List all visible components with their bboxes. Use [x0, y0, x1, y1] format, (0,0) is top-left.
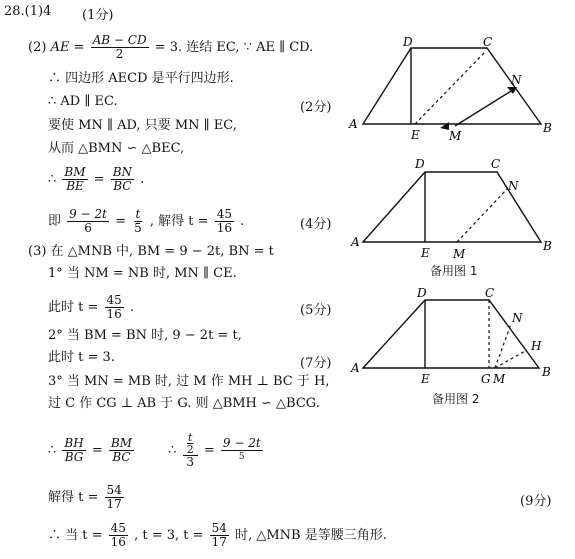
- fig3-label-g: G: [481, 372, 491, 386]
- ji-label: 即: [48, 214, 62, 229]
- ratio-end: .: [140, 172, 145, 187]
- ratio-be: BE: [66, 179, 84, 193]
- fig3-label-n: N: [512, 311, 523, 325]
- fig2-label-b: B: [543, 239, 552, 253]
- fig1-label-e: E: [411, 128, 420, 142]
- dashed-mh: [495, 350, 527, 368]
- r3-dots: ∴: [168, 443, 177, 458]
- figure-backup-1: [345, 154, 565, 266]
- eq1-left-fraction: [67, 208, 109, 235]
- eq1-den: 6: [84, 221, 92, 235]
- r3-prefix: ∴: [48, 443, 57, 458]
- ratio-line: [48, 166, 144, 193]
- fig3-label-a: A: [351, 361, 360, 375]
- ae-eq: AE =: [50, 40, 85, 55]
- part1-answer: [4, 4, 51, 20]
- r3-2: 2: [186, 443, 194, 456]
- solve-line: [48, 484, 126, 511]
- fig2-label-n: N: [508, 179, 519, 193]
- final-d2: 17: [211, 535, 227, 549]
- final-n2: 54: [211, 521, 227, 535]
- eq1-rnum: t: [135, 207, 141, 221]
- fig1-label-b: B: [543, 121, 552, 135]
- fig1-label-m: M: [449, 129, 462, 143]
- ratio-bm: BM: [64, 165, 86, 179]
- ratio-bn-bc: [111, 166, 134, 193]
- score-2: (2分): [300, 100, 332, 115]
- case1-line: 1° 当 NM = NB 时, MN ∥ CE.: [48, 266, 237, 281]
- r3-rden: 5: [238, 452, 245, 462]
- ae-numerator: AB − CD: [92, 33, 147, 47]
- case1-num: 45: [106, 293, 122, 307]
- ae-rest: = 3. 连结 EC, ∵ AE ∥ CD.: [154, 40, 314, 55]
- score-5: (5分): [300, 303, 332, 318]
- r3-eq2: =: [203, 443, 215, 458]
- r3-bm-bc: [109, 437, 134, 464]
- r3-nested-num: [183, 432, 198, 456]
- r3-bh-bg: [62, 437, 85, 464]
- r3-rnum: 9 − 2t: [222, 436, 261, 450]
- fig1-label-d: D: [403, 36, 413, 49]
- r3-t-over-2: [185, 432, 196, 455]
- ratio-bn: BN: [112, 165, 133, 179]
- fig3-label-b: B: [542, 365, 551, 379]
- r3-bc: BC: [112, 450, 131, 464]
- arrow-m-icon: [440, 122, 449, 130]
- fig3-label-c: C: [485, 286, 495, 300]
- eq1-solution-fraction: [215, 208, 234, 235]
- r3-nested-fraction: [183, 432, 198, 469]
- solve-label: 解得 t =: [48, 490, 99, 505]
- case1-then: 此时 t =: [48, 300, 99, 315]
- final-frac2: [210, 522, 229, 549]
- final-n1: 45: [110, 521, 126, 535]
- eq1-sden: 16: [216, 221, 232, 235]
- fig3-label-m: M: [493, 372, 506, 386]
- fig2-label-e: E: [421, 246, 430, 260]
- eq1-num: 9 − 2t: [69, 207, 107, 221]
- dashed-mn-2: [457, 188, 508, 242]
- fig2-label-d: D: [415, 157, 425, 171]
- figure-main: [345, 36, 565, 146]
- final-a: ∴ 当 t =: [48, 528, 103, 543]
- eq1-eq: =: [115, 214, 126, 229]
- caption-backup-1: 备用图 1: [430, 264, 478, 278]
- ad-parallel-ec: ∴ AD ∥ EC.: [48, 94, 118, 109]
- case1-result: [48, 294, 134, 321]
- ae-fraction: [91, 34, 149, 61]
- r3-bg: BG: [64, 450, 84, 464]
- part1-label: 28.(1)4: [4, 4, 52, 19]
- ratio-prefix: ∴: [48, 172, 57, 187]
- score-7: (7分): [300, 356, 332, 371]
- fig1-label-n: N: [511, 73, 522, 87]
- figure-backup-2: [345, 284, 565, 390]
- final-frac1: [109, 522, 128, 549]
- case2-result: 此时 t = 3.: [48, 350, 115, 365]
- score-9: (9分): [520, 494, 552, 509]
- ratio-bm-be: [62, 166, 87, 193]
- final-b: , t = 3, t =: [134, 528, 204, 543]
- similar-line: 从而 △BMN ∽ △BEC,: [48, 141, 185, 156]
- fig2-label-c: C: [491, 157, 501, 171]
- need-line: 要使 MN ∥ AD, 只要 MN ∥ EC,: [48, 118, 237, 133]
- eq1-solve: , 解得 t =: [149, 214, 209, 229]
- r3-t: t: [188, 431, 193, 444]
- eq1-snum: 45: [216, 207, 232, 221]
- eq1-right-fraction: [132, 208, 144, 235]
- solve-num: 54: [106, 483, 122, 497]
- fig3-label-e: E: [421, 372, 430, 386]
- eq1-rden: 5: [134, 221, 142, 235]
- part2-label: (2): [28, 40, 47, 55]
- r3-3: 3: [186, 455, 195, 469]
- case1-den: 16: [106, 307, 122, 321]
- ae-denominator: 2: [115, 47, 124, 61]
- segment-mn: [455, 88, 516, 126]
- solve-den: 17: [106, 497, 122, 511]
- final-line: [48, 522, 387, 549]
- fig1-label-c: C: [483, 36, 493, 49]
- part3-line: (3) 在 △MNB 中, BM = 9 − 2t, BN = t: [28, 244, 274, 259]
- r3-eq: =: [91, 443, 103, 458]
- case3-line: 3° 当 MN = MB 时, 过 M 作 MH ⊥ BC 于 H,: [48, 374, 330, 389]
- case1-end: .: [129, 300, 135, 315]
- final-d1: 16: [110, 535, 126, 549]
- case1-fraction: [105, 294, 124, 321]
- fig3-label-h: H: [531, 339, 542, 353]
- fig2-label-a: A: [351, 235, 360, 249]
- ratio-eq: =: [93, 172, 105, 187]
- case3-line2: 过 C 作 CG ⊥ AB 于 G. 则 △BMH ∽ △BCG.: [48, 396, 320, 411]
- r3-bm: BM: [110, 436, 133, 450]
- fig1-label-a: A: [349, 117, 358, 131]
- dashed-mn-3: [495, 324, 511, 368]
- r3-bh: BH: [64, 436, 84, 450]
- fig3-label-d: D: [417, 286, 427, 300]
- equation1-line: [48, 208, 244, 235]
- ratio-bc: BC: [113, 179, 132, 193]
- ae-equation: [28, 34, 313, 61]
- parallelogram-line: ∴ 四边形 AECD 是平行四边形.: [48, 71, 234, 86]
- score-1: (1分): [82, 8, 114, 23]
- fig2-label-m: M: [453, 247, 466, 261]
- r3-right-fraction: [221, 437, 263, 464]
- final-c: 时, △MNB 是等腰三角形.: [235, 528, 387, 543]
- solve-fraction: [105, 484, 124, 511]
- caption-backup-2: 备用图 2: [432, 392, 480, 406]
- case3-ratio: [48, 432, 265, 469]
- eq1-end: .: [240, 214, 245, 229]
- case2-line: 2° 当 BM = BN 时, 9 − 2t = t,: [48, 328, 242, 343]
- score-4: (4分): [300, 217, 332, 232]
